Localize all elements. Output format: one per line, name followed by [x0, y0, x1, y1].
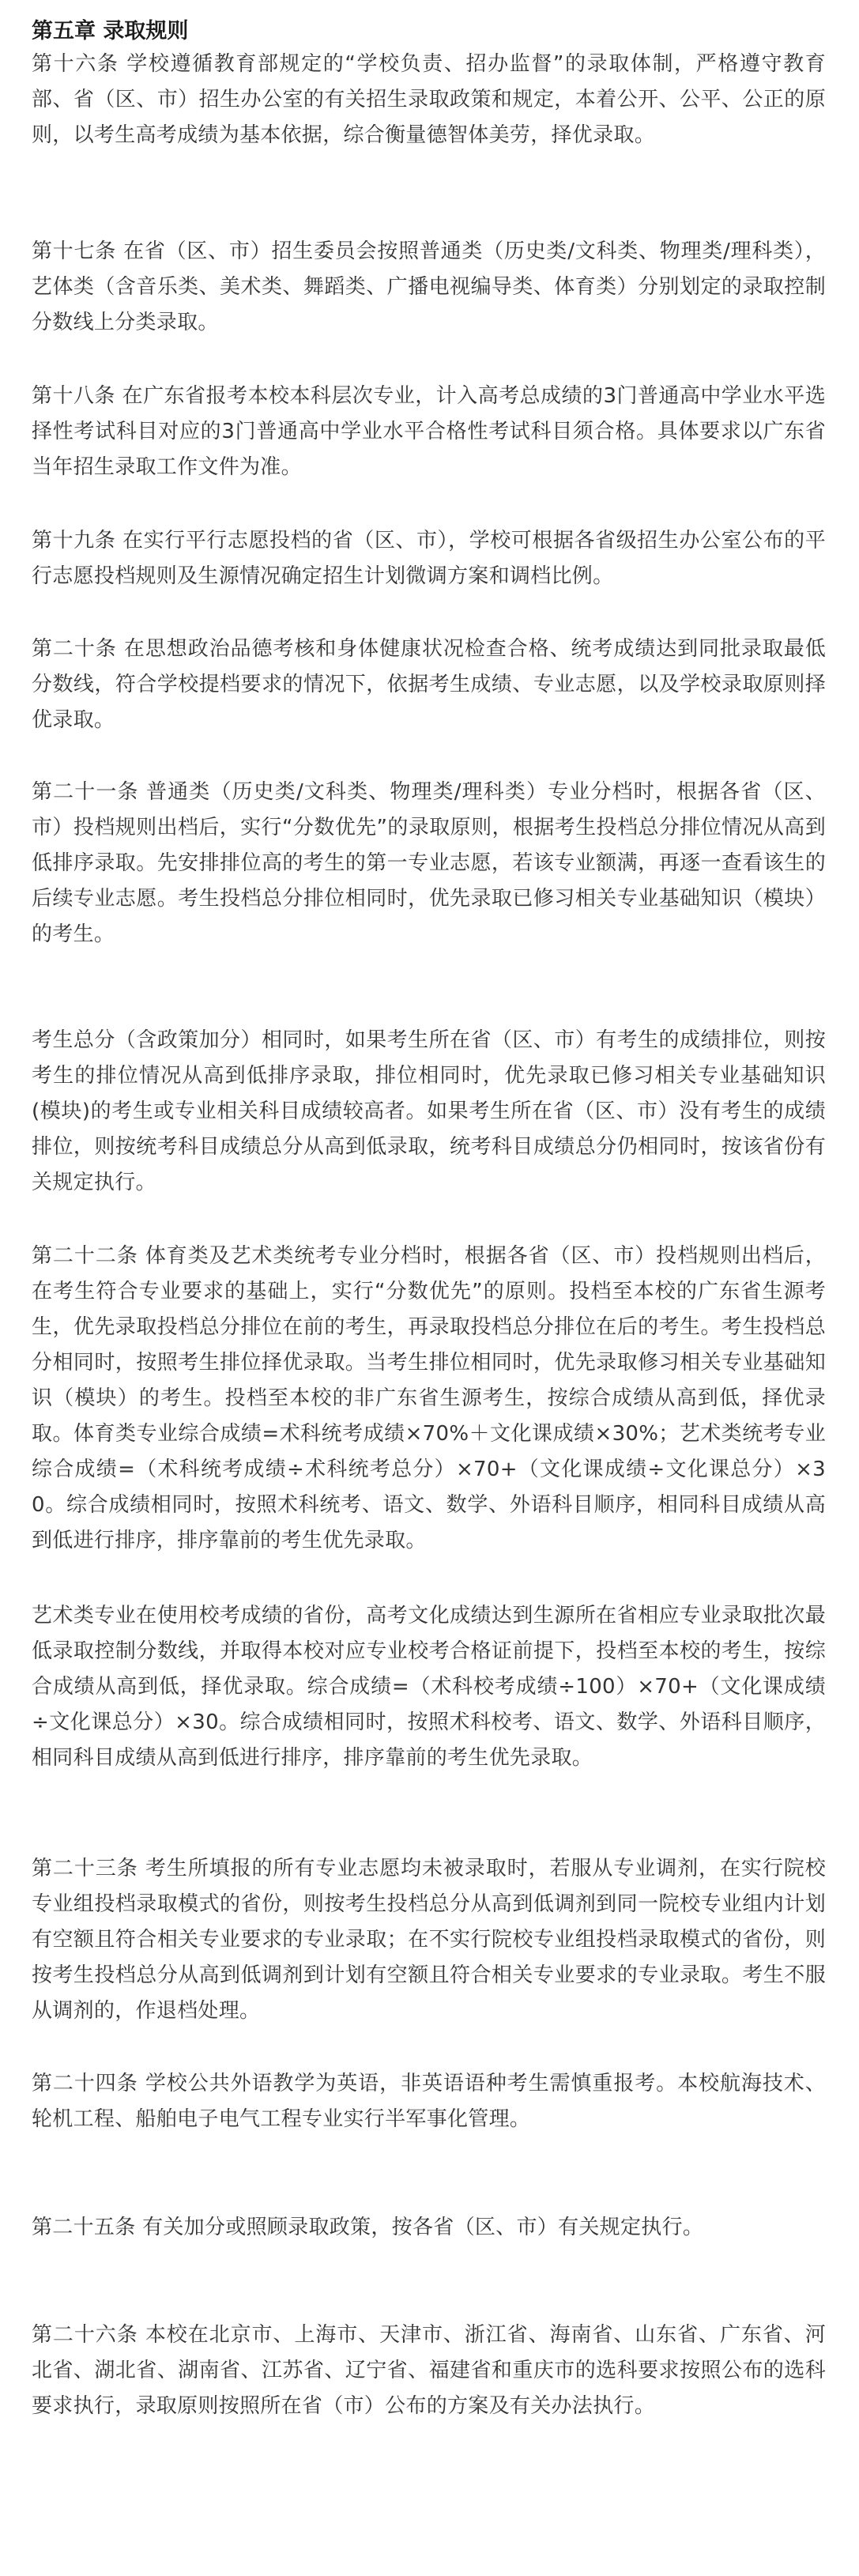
- article-24: 第二十四条 学校公共外语教学为英语，非英语语种考生需慎重报考。本校航海技术、轮机工程、船舶电子电气工程专业实行半军事化管理。: [32, 2072, 826, 2131]
- article-17: 第十七条 在省（区、市）招生委员会按照普通类（历史类/文科类、物理类/理科类），艺体类（含音乐类、美术类、舞蹈类、广播电视编导类、体育类）分别划定的录取控制分数线上分类录取。: [32, 239, 826, 334]
- article-25: 第二十五条 有关加分或照顾录取政策，按各省（区、市）有关规定执行。: [32, 2216, 704, 2239]
- article-23: 第二十三条 考生所填报的所有专业志愿均未被录取时，若服从专业调剂，在实行院校专业组投档录取模式的省份，则按考生投档总分从高到低调剂到同一院校专业组内计划有空额且符合相关专业要求的专业录取；在不实行院校专业组投档录取模式的省份，则按考生投档总分从高到低调剂到计划有空额且符合相关专业要求的专业录取。考生不服从调剂的，作退档处理。: [32, 1857, 826, 2023]
- chapter-title: 第五章 录取规则: [32, 19, 189, 43]
- article-18: 第十八条 在广东省报考本校本科层次专业，计入高考总成绩的3门普通高中学业水平选择性考试科目对应的3门普通高中学业水平合格性考试科目须合格。具体要求以广东省当年招生录取工作文件为准。: [32, 384, 826, 479]
- article-22-continued: 艺术类专业在使用校考成绩的省份，高考文化成绩达到生源所在省相应专业录取批次最低录取控制分数线，并取得本校对应专业校考合格证前提下，投档至本校的考生，按综合成绩从高到低，择优录取。综合成绩=（术科校考成绩÷100）×70+（文化课成绩÷文化课总分）×30。综合成绩相同时，按照术科校考、语文、数学、外语科目顺序，相同科目成绩从高到低进行排序，排序靠前的考生优先录取。: [32, 1604, 826, 1770]
- article-22: 第二十二条 体育类及艺术类统考专业分档时，根据各省（区、市）投档规则出档后，在考生符合专业要求的基础上，实行“分数优先”的原则。投档至本校的广东省生源考生，优先录取投档总分排位在前的考生，再录取投档总分排位在后的考生。考生投档总分相同时，按照考生排位择优录取。当考生排位相同时，优先录取修习相关专业基础知识（模块）的考生。投档至本校的非广东省生源考生，按综合成绩从高到低，择优录取。体育类专业综合成绩=术科统考成绩×70%＋文化课成绩×30%；艺术类统考专业综合成绩=（术科统考成绩÷术科统考总分）×70+（文化课成绩÷文化课总分）×30。综合成绩相同时，按照术科统考、语文、数学、外语科目顺序，相同科目成绩从高到低进行排序，排序靠前的考生优先录取。: [32, 1244, 826, 1552]
- document-body: [32, 0, 826, 2576]
- article-26: 第二十六条 本校在北京市、上海市、天津市、浙江省、海南省、山东省、广东省、河北省、湖北省、湖南省、江苏省、辽宁省、福建省和重庆市的选科要求按照公布的选科要求执行，录取原则按照所在省（市）公布的方案及有关办法执行。: [32, 2323, 826, 2418]
- article-21: 第二十一条 普通类（历史类/文科类、物理类/理科类）专业分档时，根据各省（区、市）投档规则出档后，实行“分数优先”的录取原则，根据考生投档总分排位情况从高到低排序录取。先安排排位高的考生的第一专业志愿，若该专业额满，再逐一查看该生的后续专业志愿。考生投档总分排位相同时，优先录取已修习相关专业基础知识（模块）的考生。: [32, 780, 826, 946]
- article-21-continued: 考生总分（含政策加分）相同时，如果考生所在省（区、市）有考生的成绩排位，则按考生的排位情况从高到低排序录取，排位相同时，优先录取已修习相关专业基础知识(模块)的考生或专业相关科目成绩较高者。如果考生所在省（区、市）没有考生的成绩排位，则按统考科目成绩总分从高到低录取，统考科目成绩总分仍相同时，按该省份有关规定执行。: [32, 1028, 826, 1194]
- article-16: 第十六条 学校遵循教育部规定的“学校负责、招办监督”的录取体制，严格遵守教育部、省（区、市）招生办公室的有关招生录取政策和规定，本着公开、公平、公正的原则，以考生高考成绩为基本依据，综合衡量德智体美劳，择优录取。: [32, 52, 826, 147]
- article-19: 第十九条 在实行平行志愿投档的省（区、市），学校可根据各省级招生办公室公布的平行志愿投档规则及生源情况确定招生计划微调方案和调档比例。: [32, 529, 826, 588]
- article-20: 第二十条 在思想政治品德考核和身体健康状况检查合格、统考成绩达到同批录取最低分数线，符合学校提档要求的情况下，依据考生成绩、专业志愿，以及学校录取原则择优录取。: [32, 637, 826, 732]
